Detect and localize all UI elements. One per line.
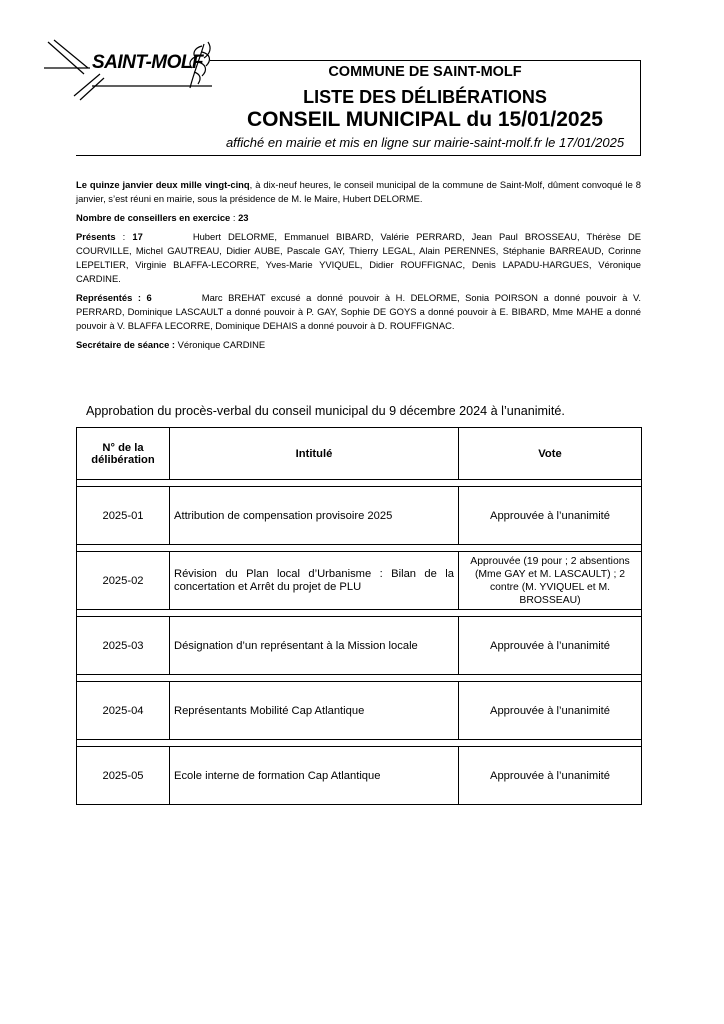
secretaire-label: Secrétaire de séance bbox=[76, 339, 170, 350]
intro-date: Le quinze janvier deux mille vingt-cinq bbox=[76, 179, 250, 190]
intro-text: , à dix-neuf heures, le conseil municipal de la commune de Saint-Molf, dûment convoqué le 8 janvier, s’est réuni en mairie, sous la présidence de M. le Maire, Hubert DELORME. bbox=[76, 179, 641, 204]
affiche-subtitle: affiché en mairie et mis en ligne sur mairie-saint-molf.fr le 17/01/2025 bbox=[225, 135, 625, 150]
representes-paragraph: Représentés : 6 Marc BREHAT excusé a donné pouvoir à H. DELORME, Sonia POIRSON a donné pouvoir à V. PERRARD, Dominique LASCAULT a donné pouvoir à P. GAY, Sophie DE GOYS a donné pouvoir à E. BIBARD, Mme MAHE a donné pouvoir à V. BLAFFA LECORRE, Dominique DEHAIS a donné pouvoir à D. ROUFFIGNAC. bbox=[76, 292, 641, 331]
row-num: 2025-01 bbox=[77, 487, 170, 545]
intro-section bbox=[76, 178, 641, 357]
row-vote: Approuvée à l’unanimité bbox=[459, 682, 642, 740]
intro-paragraph bbox=[76, 178, 641, 206]
row-num: 2025-05 bbox=[77, 747, 170, 805]
liste-title: LISTE DES DÉLIBÉRATIONS bbox=[303, 87, 547, 107]
representes-label: Représentés bbox=[76, 292, 133, 303]
header-divider bbox=[76, 155, 641, 156]
representes-count: 6 bbox=[146, 292, 152, 303]
secretaire-line: Secrétaire de séance : Véronique CARDINE bbox=[76, 339, 266, 350]
presents-paragraph: Présents : 17 Hubert DELORME, Emmanuel BIBARD, Valérie PERRARD, Jean Paul BROSSEAU, Thérèse DE COURVILLE, Michel GAUTREAU, Didier AUBE, Pascale GAY, Thierry LEGAL, Alain PERENNES, Stéphanie BARREAUD, Corinne LEPELTIER, Virginie BLAFFA-LECORRE, Yves-Marie YVIQUEL, Didier ROUFFIGNAC, Denis LAPADU-HARGUES, Véronique CARDINE. bbox=[76, 231, 641, 284]
row-num: 2025-03 bbox=[77, 617, 170, 675]
header-box bbox=[210, 60, 641, 156]
row-intitule: Représentants Mobilité Cap Atlantique bbox=[170, 682, 459, 740]
presents-list: Hubert DELORME, Emmanuel BIBARD, Valérie PERRARD, Jean Paul BROSSEAU, Thérèse DE COURVILLE, Michel GAUTREAU, Didier AUBE, Pascale GAY, Thierry LEGAL, Alain PERENNES, Stéphanie BARREAUD, Corinne LEPELTIER, Virginie BLAFFA-LECORRE, Yves-Marie YVIQUEL, Didier ROUFFIGNAC, Denis LAPADU-HARGUES, Véronique CARDINE. bbox=[76, 231, 641, 284]
header-intitule: Intitulé bbox=[170, 428, 459, 480]
exercice-line: Nombre de conseillers en exercice : 23 bbox=[76, 212, 249, 223]
row-intitule: Attribution de compensation provisoire 2025 bbox=[170, 487, 459, 545]
logo-wordmark: SAINT-MOLF bbox=[92, 52, 204, 73]
presents-count: 17 bbox=[132, 231, 143, 242]
row-vote: Approuvée (19 pour ; 2 absentions (Mme GAY et M. LASCAULT) ; 2 contre (M. YVIQUEL et M. BROSSEAU) bbox=[459, 552, 642, 610]
row-gap bbox=[77, 610, 642, 617]
representes-list: Marc BREHAT excusé a donné pouvoir à H. DELORME, Sonia POIRSON a donné pouvoir à V. PERRARD, Dominique LASCAULT a donné pouvoir à P. GAY, Sophie DE GOYS a donné pouvoir à E. BIBARD, Mme MAHE a donné pouvoir à V. BLAFFA LECORRE, Dominique DEHAIS a donné pouvoir à D. ROUFFIGNAC. bbox=[76, 292, 641, 331]
deliberations-table bbox=[76, 427, 642, 805]
row-gap bbox=[77, 740, 642, 747]
table-header-row bbox=[77, 428, 642, 480]
commune-title: COMMUNE DE SAINT-MOLF bbox=[328, 64, 522, 80]
header-vote: Vote bbox=[459, 428, 642, 480]
exercice-label: Nombre de conseillers en exercice bbox=[76, 212, 231, 223]
row-vote: Approuvée à l’unanimité bbox=[459, 487, 642, 545]
row-vote: Approuvée à l’unanimité bbox=[459, 617, 642, 675]
row-vote: Approuvée à l’unanimité bbox=[459, 747, 642, 805]
row-intitule: Ecole interne de formation Cap Atlantique bbox=[170, 747, 459, 805]
exercice-value: 23 bbox=[238, 212, 249, 223]
presents-label: Présents bbox=[76, 231, 116, 242]
approbation-text: Approbation du procès-verbal du conseil municipal du 9 décembre 2024 à l’unanimité. bbox=[86, 404, 565, 418]
table-row bbox=[77, 747, 642, 805]
row-gap bbox=[77, 675, 642, 682]
row-num: 2025-02 bbox=[77, 552, 170, 610]
row-num: 2025-04 bbox=[77, 682, 170, 740]
table-row bbox=[77, 487, 642, 545]
secretaire-value: Véronique CARDINE bbox=[177, 339, 266, 350]
row-intitule: Désignation d’un représentant à la Mission locale bbox=[170, 617, 459, 675]
row-gap bbox=[77, 480, 642, 487]
row-intitule: Révision du Plan local d’Urbanisme : Bilan de la concertation et Arrêt du projet de PLU bbox=[170, 552, 459, 610]
row-gap bbox=[77, 545, 642, 552]
table-row bbox=[77, 617, 642, 675]
table-row bbox=[77, 552, 642, 610]
header-num: N° de la délibération bbox=[77, 428, 170, 480]
conseil-title: CONSEIL MUNICIPAL du 15/01/2025 bbox=[247, 108, 603, 131]
table-row bbox=[77, 682, 642, 740]
